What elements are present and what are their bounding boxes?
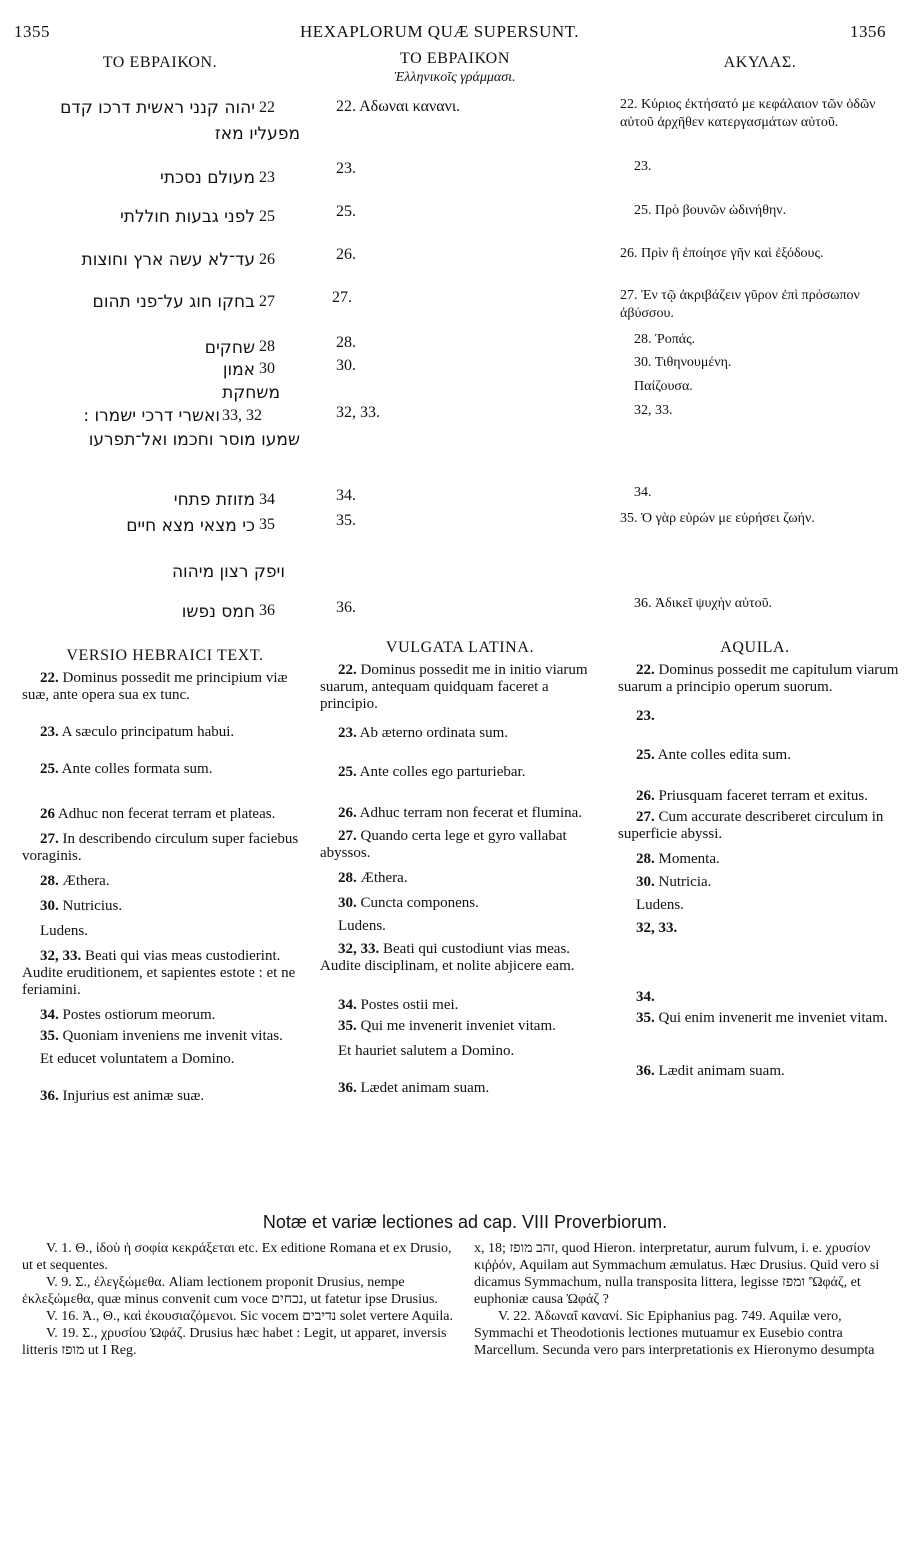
- note-paragraph: V. 9. Σ., ἐλεγξώμεθα. Aliam lectionem proponit Drusius, nempe ἐκλεξώμεθα, quæ minus convenit cum voce נכחים, ut fatetur ipse Drusius.: [22, 1275, 438, 1307]
- verse-text: Momenta.: [654, 851, 720, 867]
- aquila-greek-line: 32, 33.: [634, 403, 673, 418]
- aquila-greek-line: 22. Κύριος ἐκτήσατό με κεφάλαιον τῶν ὁδῶν αὐτοῦ ἀρχῆθεν κατεργασμάτων αὐτοῦ.: [620, 97, 876, 130]
- aquila-greek-line: 28. Ῥοπάς.: [634, 332, 696, 347]
- verse-text: Qui enim invenerit me inveniet vitam.: [654, 1010, 888, 1026]
- running-title: HEXAPLORUM QUÆ SUPERSUNT.: [300, 22, 580, 41]
- aquila-greek-line: 35. Ὁ γὰρ εὑρών με εὑρήσει ζωήν.: [620, 511, 815, 526]
- verse-number: 25.: [636, 747, 655, 763]
- hebrew-line: מעולם נסכתי: [160, 168, 255, 188]
- verse-text: Et educet voluntatem a Domino.: [40, 1051, 235, 1067]
- translit-line: 32, 33.: [336, 404, 380, 421]
- verse-text: Dominus possedit me in initio viarum suarum, antequam quidquam faceret a principio.: [320, 662, 588, 712]
- verse-number: 22.: [40, 670, 59, 686]
- verse-text: Postes ostii mei.: [356, 997, 459, 1013]
- translit-line: 30.: [336, 357, 356, 374]
- aquila-greek-line: 30. Τιθηνουμένη.: [634, 355, 732, 370]
- verse-number: 36.: [40, 1088, 59, 1104]
- verse-text: Ante colles formata sum.: [58, 761, 213, 777]
- versio-text-column: [22, 670, 302, 1105]
- col-translit-subtitle: Ἑλληνικοῖς γράμμασι.: [394, 70, 516, 85]
- verse-number: 27.: [338, 828, 357, 844]
- translit-line: 35.: [336, 512, 356, 529]
- note-paragraph: V. 19. Σ., χρυσίου Ὠφάζ. Drusius hæc habet : Legit, ut apparet, inversis litteris מופז ut I Reg.: [22, 1326, 447, 1358]
- verse-number: 32, 33.: [636, 920, 678, 936]
- note-paragraph: V. 1. Θ., ἰδοὺ ἡ σοφία κεκράξεται etc. Ex editione Romana et ex Drusio, ut et sequentes.: [22, 1241, 452, 1273]
- verse-number: 35.: [636, 1010, 655, 1026]
- verse-number: 30.: [40, 898, 59, 914]
- hebrew-verse-number: 35: [259, 516, 275, 533]
- verse-number: 28.: [338, 870, 357, 886]
- hebrew-verse-number: 33, 32: [222, 407, 262, 424]
- hebrew-verse-number: 22: [259, 99, 275, 116]
- aquila-greek-line: 27. Ἐν τῷ ἀκριβάζειν γῦρον ἐπὶ πρόσωπον ἀβύσσου.: [620, 288, 860, 321]
- aquila-greek-line: Παίζουσα.: [634, 379, 693, 394]
- hebrew-line: אמון: [222, 360, 255, 380]
- verse-number: 36.: [636, 1063, 655, 1079]
- col-versio-title: VERSIO HEBRAICI TEXT.: [66, 647, 264, 664]
- verse-text: Cuncta componens.: [356, 895, 479, 911]
- verse-text: Ludens.: [636, 897, 684, 913]
- verse-number: 34.: [338, 997, 357, 1013]
- verse-text: Ludens.: [40, 923, 88, 939]
- page-number-right: 1356: [850, 22, 886, 41]
- verse-text: Ludens.: [338, 918, 386, 934]
- verse-text: Ante colles ego parturiebar.: [356, 764, 526, 780]
- verse-text: Lædit animam suam.: [654, 1063, 785, 1079]
- verse-text: Æthera.: [356, 870, 408, 886]
- col-hebrew-title: ΤΟ ΕΒΡΑΙΚΟΝ.: [102, 54, 218, 71]
- verse-number: 32, 33.: [338, 941, 380, 957]
- col-vulgata-title: VULGATA LATINA.: [385, 639, 535, 656]
- note-paragraph: x, 18; זהב מופז, quod Hieron. interpretatur, aurum fulvum, i. e. χρυσίον κιῤῥόν, Aquilam aut Symmachum æmulatus. Hæc Drusius. Quid vero si dicamus Symmachum, nulla transposita littera, legisse ומפז 'Ὠφάζ, et euphoniæ causa Ὠφάζ ?: [474, 1241, 880, 1307]
- verse-number: 25.: [40, 761, 59, 777]
- verse-number: 35.: [338, 1018, 357, 1034]
- verse-number: 22.: [338, 662, 357, 678]
- verse-number: 26.: [636, 788, 655, 804]
- verse-text: Adhuc terram non fecerat et flumina.: [356, 805, 583, 821]
- aquila-greek-line: 36. Ἀδικεῖ ψυχὴν αὐτοῦ.: [634, 596, 773, 611]
- verse-number: 27.: [636, 809, 655, 825]
- verse-text: Ab æterno ordinata sum.: [356, 725, 508, 741]
- verse-number: 30.: [338, 895, 357, 911]
- hebrew-line: משחקת: [222, 383, 280, 403]
- hebrew-line: ויפק רצון מיהוה: [171, 562, 285, 582]
- verse-text: Lædet animam suam.: [356, 1080, 490, 1096]
- verse-number: 26: [40, 806, 55, 822]
- verse-number: 26.: [338, 805, 357, 821]
- verse-number: 23.: [40, 724, 59, 740]
- verse-text: Dominus possedit me capitulum viarum suarum a principio operum suorum.: [618, 662, 899, 695]
- hebrew-line: עד־לא עשה ארץ וחוצות: [81, 250, 255, 270]
- translit-line: 34.: [336, 487, 356, 504]
- hebrew-verse-number: 28: [259, 338, 275, 355]
- hebrew-verse-number: 26: [259, 251, 275, 268]
- hebrew-verse-number: 23: [259, 169, 275, 186]
- verse-number: 35.: [40, 1028, 59, 1044]
- verse-text: Quando certa lege et gyro vallabat abyssos.: [320, 828, 567, 861]
- verse-text: Ante colles edita sum.: [654, 747, 791, 763]
- hebrew-line: חמס נפשו: [181, 602, 255, 622]
- verse-text: A sæculo principatum habui.: [58, 724, 235, 740]
- verse-text: Qui me invenerit inveniet vitam.: [356, 1018, 556, 1034]
- hebrew-verse-number: 25: [259, 208, 275, 225]
- translit-line: 27.: [332, 289, 352, 306]
- verse-text: Priusquam faceret terram et exitus.: [654, 788, 869, 804]
- verse-number: 30.: [636, 874, 655, 890]
- verse-text: Beati qui vias meas custodierint. Audite eruditionem, et sapientes estote : et ne feriamini.: [22, 948, 296, 998]
- hebrew-line: מפעליו מאז: [214, 124, 300, 144]
- hebrew-line: יהוה קנני ראשית דרכו קדם: [60, 98, 255, 118]
- verse-text: Æthera.: [58, 873, 110, 889]
- translit-line: 36.: [336, 599, 356, 616]
- hebrew-line: שחקים: [204, 338, 255, 358]
- note-paragraph: V. 22. Ἀδωναΐ κανανί. Sic Epiphanius pag. 749. Aquilæ vero, Symmachi et Theodotionis lectiones mutuamur ex Eusebio contra Marcellum. Secunda vero pars interpretationis ex Hieronymo desumpta: [474, 1309, 875, 1358]
- verse-number: 28.: [40, 873, 59, 889]
- hebrew-line: ואשרי דרכי ישמרו :: [83, 406, 220, 426]
- hebrew-line: כי מצאי מצא חיים: [126, 516, 255, 536]
- hebrew-line: מזוזת פתחי: [173, 490, 255, 510]
- verse-text: Quoniam inveniens me invenit vitas.: [58, 1028, 283, 1044]
- verse-text: Adhuc non fecerat terram et plateas.: [55, 806, 276, 822]
- aquila-greek-line: 34.: [634, 485, 652, 500]
- verse-text: In describendo circulum super faciebus voraginis.: [22, 831, 299, 864]
- aquila-greek-line: 23.: [634, 159, 652, 174]
- verse-text: Beati qui custodiunt vias meas. Audite disciplinam, et nolite abjicere eam.: [320, 941, 575, 974]
- verse-number: 34.: [636, 989, 655, 1005]
- verse-number: 36.: [338, 1080, 357, 1096]
- verse-text: Et hauriet salutem a Domino.: [338, 1043, 515, 1059]
- col-translit-title: ΤΟ ΕΒΡΑΙΚΟΝ: [400, 50, 510, 67]
- aquila-latin-text-column: [618, 662, 900, 1080]
- translit-line: 23.: [336, 160, 356, 177]
- hebrew-verse-number: 34: [259, 491, 275, 508]
- verse-number: 23.: [636, 708, 655, 724]
- verse-text: Nutricia.: [654, 874, 712, 890]
- page-number-left: 1355: [14, 22, 50, 41]
- notes-right-column: [474, 1240, 902, 1359]
- verse-number: 34.: [40, 1007, 59, 1023]
- hebrew-line: שמעו מוסר וחכמו ואל־תפרעו: [88, 430, 300, 450]
- notes-left-column: [22, 1240, 454, 1359]
- verse-number: 25.: [338, 764, 357, 780]
- translit-line: 28.: [336, 334, 356, 351]
- notes-title: Notæ et variæ lectiones ad cap. VIII Proverbiorum.: [262, 1212, 668, 1232]
- hebrew-verse-number: 27: [259, 293, 275, 310]
- note-paragraph: V. 16. Ἀ., Θ., καὶ ἐκουσιαζόμενοι. Sic vocem נדיבים solet vertere Aquila.: [46, 1309, 454, 1324]
- aquila-greek-line: 25. Πρὸ βουνῶν ὠδινήθην.: [634, 203, 787, 218]
- verse-text: Dominus possedit me principium viæ suæ, ante opera sua ex tunc.: [22, 670, 288, 703]
- translit-line: 22. Αδωναι κανανι.: [336, 98, 461, 115]
- col-aquila-title: ΑΚΥΛΑΣ.: [723, 54, 797, 71]
- verse-text: Cum accurate describeret circulum in superficie abyssi.: [618, 809, 884, 842]
- col-aquila-latin-title: AQUILA.: [720, 639, 790, 656]
- translit-line: 26.: [336, 246, 356, 263]
- verse-number: 28.: [636, 851, 655, 867]
- verse-number: 32, 33.: [40, 948, 82, 964]
- verse-text: Injurius est animæ suæ.: [58, 1088, 205, 1104]
- hebrew-line: בחקו חוג על־פני תהום: [92, 292, 255, 312]
- vulgata-text-column: [320, 662, 600, 1097]
- verse-text: Nutricius.: [58, 898, 123, 914]
- verse-number: 22.: [636, 662, 655, 678]
- hebrew-line: לפני גבעות חוללתי: [119, 207, 255, 227]
- verse-text: Postes ostiorum meorum.: [58, 1007, 216, 1023]
- aquila-greek-line: 26. Πρὶν ἢ ἐποίησε γῆν καὶ ἐξόδους.: [620, 246, 824, 261]
- hebrew-verse-number: 30: [259, 360, 275, 377]
- hebrew-verse-number: 36: [259, 602, 275, 619]
- verse-number: 27.: [40, 831, 59, 847]
- verse-number: 23.: [338, 725, 357, 741]
- translit-line: 25.: [336, 203, 356, 220]
